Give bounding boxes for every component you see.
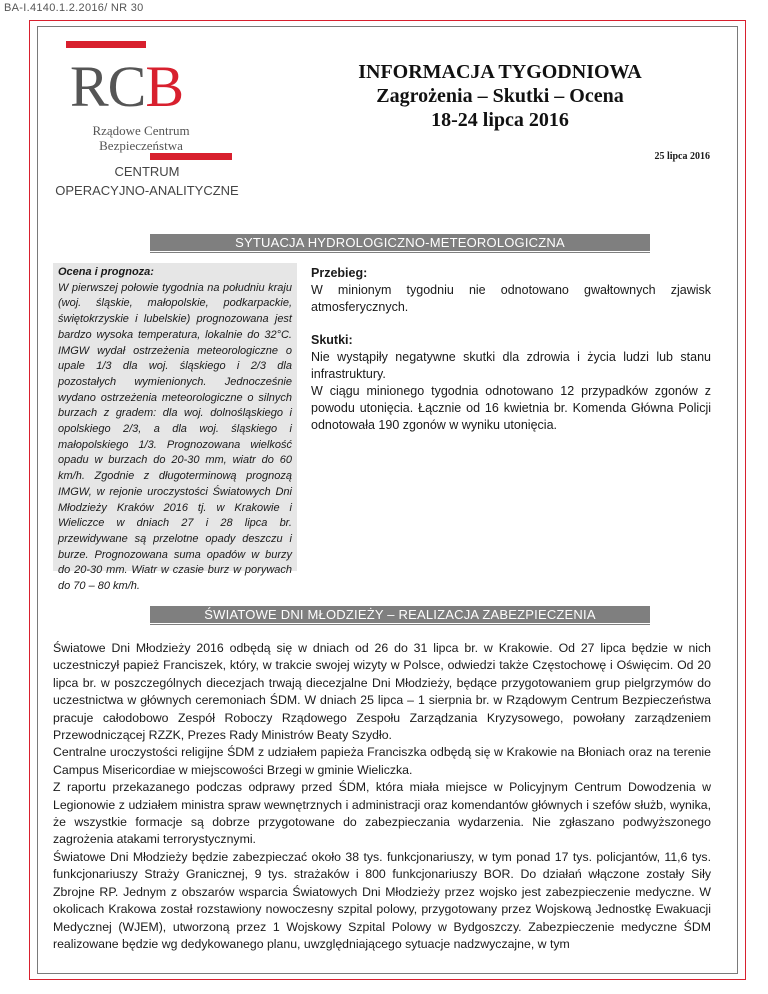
logo-letters-rc: RC [70,54,146,119]
wyd-paragraph: Z raportu przekazanego podczas odprawy przed ŚDM, która miała miejsce w Policyjnym Centrum Dowodzenia w Legionowie z udziałem ministra spraw wewnętrznych i administracji oraz komendantów głównych i szefów służb, wynika, że wszystkie formacje są dobrze przygotowane do zabezpieczania wydarzenia. Nie zgłaszano podwyższonego zagrożenia atakami terrorystycznymi. [53,780,711,847]
forecast-box [53,263,297,593]
rcb-logo [70,54,184,119]
centre-name [55,162,239,200]
document-id: BA-I.4140.1.2.2016/ NR 30 [4,2,144,14]
report-date: 25 lipca 2016 [654,151,710,162]
logo-bar-bottom [150,153,232,160]
effects-label: Skutki: [311,333,353,347]
wyd-body [53,640,711,953]
course-text: W minionym tygodniu nie odnotowano gwałtownych zjawisk atmosferycznych. [311,283,711,314]
wyd-paragraph: Światowe Dni Młodzieży 2016 odbędą się w dniach od 26 do 31 lipca br. w Krakowie. Od 27 lipca będzie w nich uczestniczył papież Franciszek, który, w trakcie swojej wizyty w Polsce, odwiedzi także Częstochowę i Oświęcim. Od 20 lipca br. w poszczególnych diecezjach trwają diecezjalne Dni Młodzieży, będące przygotowaniem grup pielgrzymów do uczestnictwa w głównych ceremoniach ŚDM. W dniach 25 lipca – 1 sierpnia br. w Rządowym Centrum Bezpieczeństwa pracuje całodobowo Zespół Roboczy Rządowego Zespołu Zarządzania Kryzysowego, powołany zarządzeniem Przewodniczącej RZZK, Prezes Rady Ministrów Beaty Szydło. [53,641,711,743]
logo-subtitle [66,123,216,153]
section-heading-wyd: ŚWIATOWE DNI MŁODZIEŻY – REALIZACJA ZABEZPIECZENIA [150,606,650,623]
logo-bar-top [66,41,146,48]
logo-subtitle-line2: Bezpieczeństwa [99,138,183,153]
wyd-paragraph: Centralne uroczystości religijne ŚDM z udziałem papieża Franciszka odbędą się w Krakowie na Błoniach oraz na terenie Campus Misericordiae w miejscowości Brzegi w gminie Wieliczka. [53,745,711,777]
forecast-label: Ocena i prognoza: [58,266,154,278]
effects-text-1: Nie wystąpiły negatywne skutki dla zdrowia i życia ludzi lub stanu infrastruktury. [311,350,711,381]
wyd-paragraph: Światowe Dni Młodzieży będzie zabezpieczać około 38 tys. funkcjonariuszy, w tym ponad 17 tys. policjantów, 11,6 tys. funkcjonariuszy Straży Granicznej, 9 tys. strażaków i 800 funkcjonariuszy BOR. Do działań włączone zostały Siły Zbrojne RP. Jednym z obszarów wsparcia Światowych Dni Młodzieży przez wojsko jest zabezpieczenie medyczne. W okolicach Krakowa został rozstawiony nowoczesny szpital polowy, przygotowany przez Wojskową Jednostkę Ewakuacji Medycznej (WJEM), utworzoną przez 1 Wojskowy Szpital Polowy w Bydgoszczy. Zabezpieczenie medyczne ŚDM realizowane będzie wg dedykowanego planu, uwzględniającego sytuacje nadzwyczajne, w tym [53,849,711,951]
logo-subtitle-line1: Rządowe Centrum [92,123,190,138]
effects-text-2: W ciągu minionego tygodnia odnotowano 12 przypadków zgonów z powodu utonięcia. Łącznie od 16 kwietnia br. Komenda Główna Policji odnotowała 190 zgonów w wyniku utonięcia. [311,384,711,432]
course-and-effects [311,265,711,434]
course-label: Przebieg: [311,266,368,280]
report-subtitle: Zagrożenia – Skutki – Ocena [376,85,624,107]
section-heading-hydro-meteo: SYTUACJA HYDROLOGICZNO-METEOROLOGICZNA [150,234,650,251]
centre-line1: CENTRUM [114,164,180,179]
forecast-text: W pierwszej połowie tygodnia na południu kraju (woj. śląskie, małopolskie, podkarpackie, świętokrzyskie i lubelskie) prognozowana jest bardzo wysoka temperatura, lokalnie do 32°C. IMGW wydał ostrzeżenia meteorologiczne o upale 1/3 dla woj. śląskiego i 2/3 dla pozostałych wymienionych. Jednocześnie wydano ostrzeżenia meteorologiczne o silnych burzach z gradem: dla woj. dolnośląskiego i opolskiego 2/3, a dla woj. śląskiego i małopolskiego 1/3. Prognozowana wielkość opadu w burzach do 20-30 mm, wiatr do 60 km/h. Zgodnie z długoterminową prognozą IMGW, w rejonie uroczystości Światowych Dni Młodzieży Kraków 2016 tj. w Krakowie i Wieliczce w dniach 27 i 28 lipca br. przewidywane są przelotne opady deszczu i burze. Prognozowana suma opadów w burzy do 20-30 mm. Wiatr w czasie burz w porywach do 70 – 80 km/h. [58,281,292,593]
report-headline [300,60,700,132]
report-title: INFORMACJA TYGODNIOWA [358,61,642,83]
centre-line2: OPERACYJNO-ANALITYCZNE [55,183,239,198]
logo-letter-b: B [145,54,184,119]
report-period: 18-24 lipca 2016 [431,109,569,131]
